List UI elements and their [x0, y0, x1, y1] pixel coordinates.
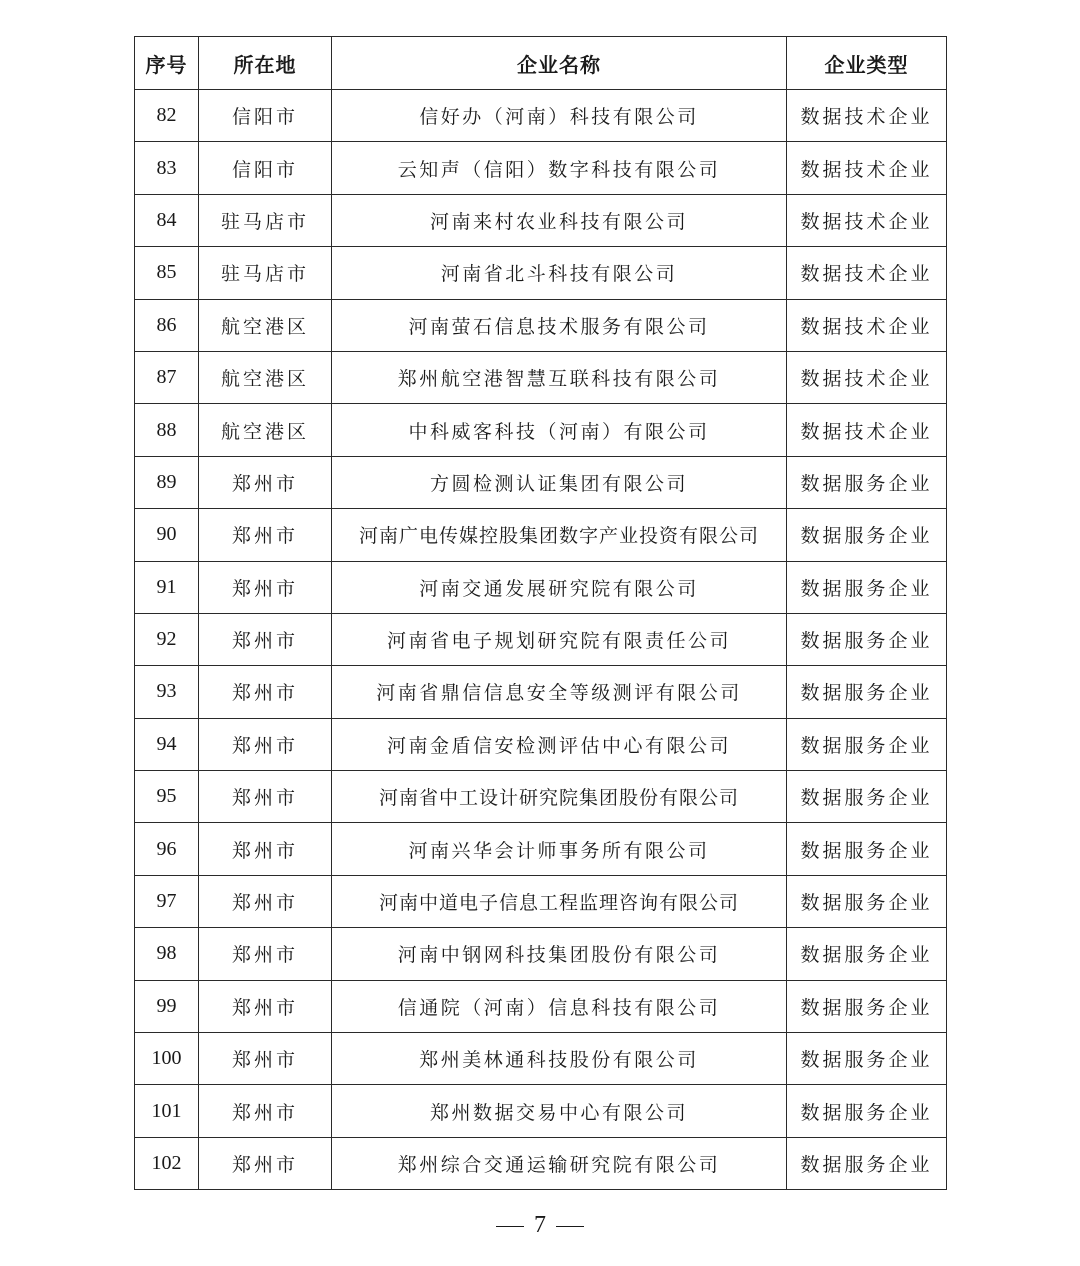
serial-number-cell: 82 [135, 90, 199, 142]
table-row [135, 771, 947, 823]
serial-number-cell: 102 [135, 1137, 199, 1189]
location-cell: 郑州市 [199, 456, 332, 508]
location-cell: 航空港区 [199, 299, 332, 351]
enterprise-type-cell: 数据服务企业 [787, 1137, 947, 1189]
enterprise-type-cell: 数据服务企业 [787, 875, 947, 927]
table-row [135, 1085, 947, 1137]
serial-number-cell: 100 [135, 1033, 199, 1085]
serial-number-cell: 91 [135, 561, 199, 613]
enterprise-name-cell: 河南省中工设计研究院集团股份有限公司 [332, 771, 787, 823]
serial-number-cell: 90 [135, 509, 199, 561]
location-cell: 郑州市 [199, 980, 332, 1032]
enterprise-type-cell: 数据服务企业 [787, 928, 947, 980]
table-row [135, 299, 947, 351]
location-cell: 郑州市 [199, 771, 332, 823]
page-number-value: 7 [534, 1212, 546, 1238]
serial-number-cell: 84 [135, 194, 199, 246]
serial-number-cell: 83 [135, 142, 199, 194]
table-row [135, 875, 947, 927]
location-cell: 郑州市 [199, 718, 332, 770]
enterprise-name-cell: 河南省电子规划研究院有限责任公司 [332, 613, 787, 665]
enterprise-type-cell: 数据技术企业 [787, 142, 947, 194]
enterprise-name-cell: 河南来村农业科技有限公司 [332, 194, 787, 246]
page-number [0, 1212, 1080, 1239]
enterprise-name-cell: 河南金盾信安检测评估中心有限公司 [332, 718, 787, 770]
enterprise-name-cell: 郑州综合交通运输研究院有限公司 [332, 1137, 787, 1189]
enterprise-type-cell: 数据服务企业 [787, 561, 947, 613]
enterprise-type-cell: 数据服务企业 [787, 823, 947, 875]
enterprise-name-cell: 河南广电传媒控股集团数字产业投资有限公司 [332, 509, 787, 561]
table-row [135, 718, 947, 770]
table-row [135, 1033, 947, 1085]
header-serial-number: 序号 [135, 37, 199, 90]
location-cell: 郑州市 [199, 509, 332, 561]
serial-number-cell: 89 [135, 456, 199, 508]
table-row [135, 404, 947, 456]
page-number-left-dash [496, 1226, 524, 1227]
location-cell: 郑州市 [199, 613, 332, 665]
header-enterprise-name: 企业名称 [332, 37, 787, 90]
table-row [135, 90, 947, 142]
enterprise-name-cell: 郑州美林通科技股份有限公司 [332, 1033, 787, 1085]
table-header [135, 37, 947, 90]
enterprise-type-cell: 数据服务企业 [787, 1033, 947, 1085]
enterprise-name-cell: 信好办（河南）科技有限公司 [332, 90, 787, 142]
location-cell: 航空港区 [199, 351, 332, 403]
enterprise-type-cell: 数据技术企业 [787, 351, 947, 403]
enterprise-type-cell: 数据服务企业 [787, 456, 947, 508]
enterprise-name-cell: 云知声（信阳）数字科技有限公司 [332, 142, 787, 194]
serial-number-cell: 97 [135, 875, 199, 927]
serial-number-cell: 92 [135, 613, 199, 665]
table-row [135, 1137, 947, 1189]
enterprise-type-cell: 数据服务企业 [787, 666, 947, 718]
location-cell: 信阳市 [199, 142, 332, 194]
enterprise-list-table [134, 36, 947, 1190]
table-row [135, 613, 947, 665]
enterprise-type-cell: 数据技术企业 [787, 194, 947, 246]
location-cell: 信阳市 [199, 90, 332, 142]
table-row [135, 456, 947, 508]
header-location: 所在地 [199, 37, 332, 90]
serial-number-cell: 87 [135, 351, 199, 403]
table-row [135, 194, 947, 246]
table-row [135, 928, 947, 980]
enterprise-name-cell: 河南交通发展研究院有限公司 [332, 561, 787, 613]
location-cell: 郑州市 [199, 1085, 332, 1137]
enterprise-name-cell: 河南省鼎信信息安全等级测评有限公司 [332, 666, 787, 718]
enterprise-type-cell: 数据技术企业 [787, 90, 947, 142]
table-body [135, 90, 947, 1190]
enterprise-type-cell: 数据技术企业 [787, 404, 947, 456]
serial-number-cell: 88 [135, 404, 199, 456]
enterprise-type-cell: 数据服务企业 [787, 613, 947, 665]
table-row [135, 980, 947, 1032]
enterprise-type-cell: 数据服务企业 [787, 718, 947, 770]
table-row [135, 509, 947, 561]
enterprise-type-cell: 数据服务企业 [787, 1085, 947, 1137]
location-cell: 郑州市 [199, 823, 332, 875]
location-cell: 郑州市 [199, 875, 332, 927]
location-cell: 郑州市 [199, 666, 332, 718]
enterprise-name-cell: 方圆检测认证集团有限公司 [332, 456, 787, 508]
location-cell: 郑州市 [199, 1137, 332, 1189]
table-row [135, 561, 947, 613]
enterprise-name-cell: 郑州航空港智慧互联科技有限公司 [332, 351, 787, 403]
enterprise-type-cell: 数据服务企业 [787, 509, 947, 561]
location-cell: 驻马店市 [199, 247, 332, 299]
enterprise-type-cell: 数据服务企业 [787, 980, 947, 1032]
serial-number-cell: 85 [135, 247, 199, 299]
enterprise-name-cell: 郑州数据交易中心有限公司 [332, 1085, 787, 1137]
enterprise-name-cell: 河南中钢网科技集团股份有限公司 [332, 928, 787, 980]
enterprise-name-cell: 中科威客科技（河南）有限公司 [332, 404, 787, 456]
location-cell: 郑州市 [199, 561, 332, 613]
location-cell: 航空港区 [199, 404, 332, 456]
enterprise-type-cell: 数据技术企业 [787, 247, 947, 299]
enterprise-type-cell: 数据服务企业 [787, 771, 947, 823]
enterprise-name-cell: 河南兴华会计师事务所有限公司 [332, 823, 787, 875]
serial-number-cell: 93 [135, 666, 199, 718]
location-cell: 郑州市 [199, 928, 332, 980]
location-cell: 郑州市 [199, 1033, 332, 1085]
serial-number-cell: 96 [135, 823, 199, 875]
table-row [135, 666, 947, 718]
page-number-right-dash [556, 1226, 584, 1227]
header-enterprise-type: 企业类型 [787, 37, 947, 90]
enterprise-name-cell: 河南萤石信息技术服务有限公司 [332, 299, 787, 351]
table-header-row [135, 37, 947, 90]
location-cell: 驻马店市 [199, 194, 332, 246]
table-row [135, 247, 947, 299]
serial-number-cell: 98 [135, 928, 199, 980]
serial-number-cell: 101 [135, 1085, 199, 1137]
enterprise-name-cell: 信通院（河南）信息科技有限公司 [332, 980, 787, 1032]
table-row [135, 351, 947, 403]
serial-number-cell: 86 [135, 299, 199, 351]
serial-number-cell: 95 [135, 771, 199, 823]
table-row [135, 142, 947, 194]
serial-number-cell: 99 [135, 980, 199, 1032]
enterprise-name-cell: 河南中道电子信息工程监理咨询有限公司 [332, 875, 787, 927]
enterprise-type-cell: 数据技术企业 [787, 299, 947, 351]
table-row [135, 823, 947, 875]
serial-number-cell: 94 [135, 718, 199, 770]
enterprise-name-cell: 河南省北斗科技有限公司 [332, 247, 787, 299]
